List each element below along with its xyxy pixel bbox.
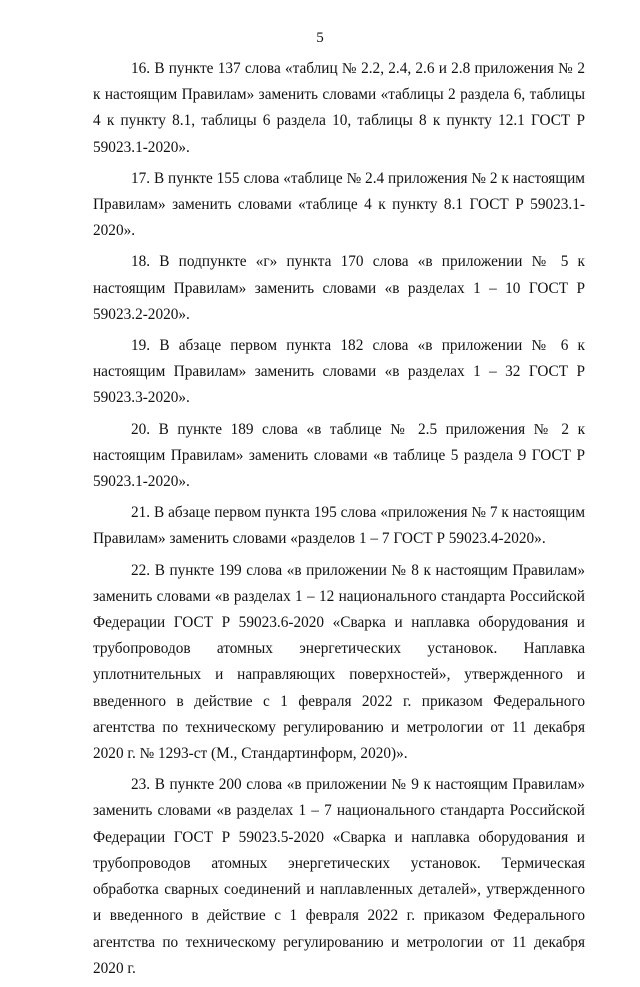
- paragraph-19: 19. В абзаце первом пункта 182 слова «в приложении № 6 к настоящим Правилам» заменить словами «в разделах 1 – 32 ГОСТ Р 59023.3-2020».: [93, 337, 585, 407]
- paragraph-23: 23. В пункте 200 слова «в приложении № 9 к настоящим Правилам» заменить словами «в разделах 1 – 7 национального стандарта Российской Федерации ГОСТ Р 59023.5-2020 «Сварка и наплавка оборудования и трубопроводов атомных энергетических установок. Термическая обработка сварных соединений и наплавленных деталей», утвержденного и введенного в действие с 1 февраля 2022 г. приказом Федерального агентства по техническому регулированию и метрологии от 11 декабря 2020 г.: [93, 776, 585, 977]
- paragraph-18: 18. В подпункте «г» пункта 170 слова «в приложении № 5 к настоящим Правилам» заменить словами «в разделах 1 – 10 ГОСТ Р 59023.2-2020».: [93, 253, 585, 323]
- paragraph-17: 17. В пункте 155 слова «таблице № 2.4 приложения № 2 к настоящим Правилам» заменить словами «таблице 4 к пункту 8.1 ГОСТ Р 59023.1-2020».: [93, 169, 585, 240]
- paragraph-21: 21. В абзаце первом пункта 195 слова «приложения № 7 к настоящим Правилам» заменить словами «разделов 1 – 7 ГОСТ Р 59023.4-2020».: [93, 504, 585, 548]
- paragraph-20: 20. В пункте 189 слова «в таблице № 2.5 приложения № 2 к настоящим Правилам» заменить словами «в таблице 5 раздела 9 ГОСТ Р 59023.1-2020».: [93, 420, 585, 491]
- paragraph-16: 16. В пункте 137 слова «таблиц № 2.2, 2.4, 2.6 и 2.8 приложения № 2 к настоящим Правилам» заменить словами «таблицы 2 раздела 6, таблицы 4 к пункту 8.1, таблицы 6 раздела 10, таблицы 8 к пункту 12.1 ГОСТ Р 59023.1-2020».: [93, 60, 585, 156]
- document-body: [93, 56, 585, 987]
- page-number: 5: [316, 30, 324, 46]
- paragraph-22: 22. В пункте 199 слова «в приложении № 8 к настоящим Правилам» заменить словами «в разделах 1 – 12 национального стандарта Российской Федерации ГОСТ Р 59023.6-2020 «Сварка и наплавка оборудования и трубопроводов атомных энергетических установок. Наплавка уплотнительных и направляющих поверхностей», утвержденного и введенного в действие с 1 февраля 2022 г. приказом Федерального агентства по техническому регулированию и метрологии от 11 декабря 2020 г. № 1293-ст (М., Стандартинформ, 2020)».: [93, 561, 585, 763]
